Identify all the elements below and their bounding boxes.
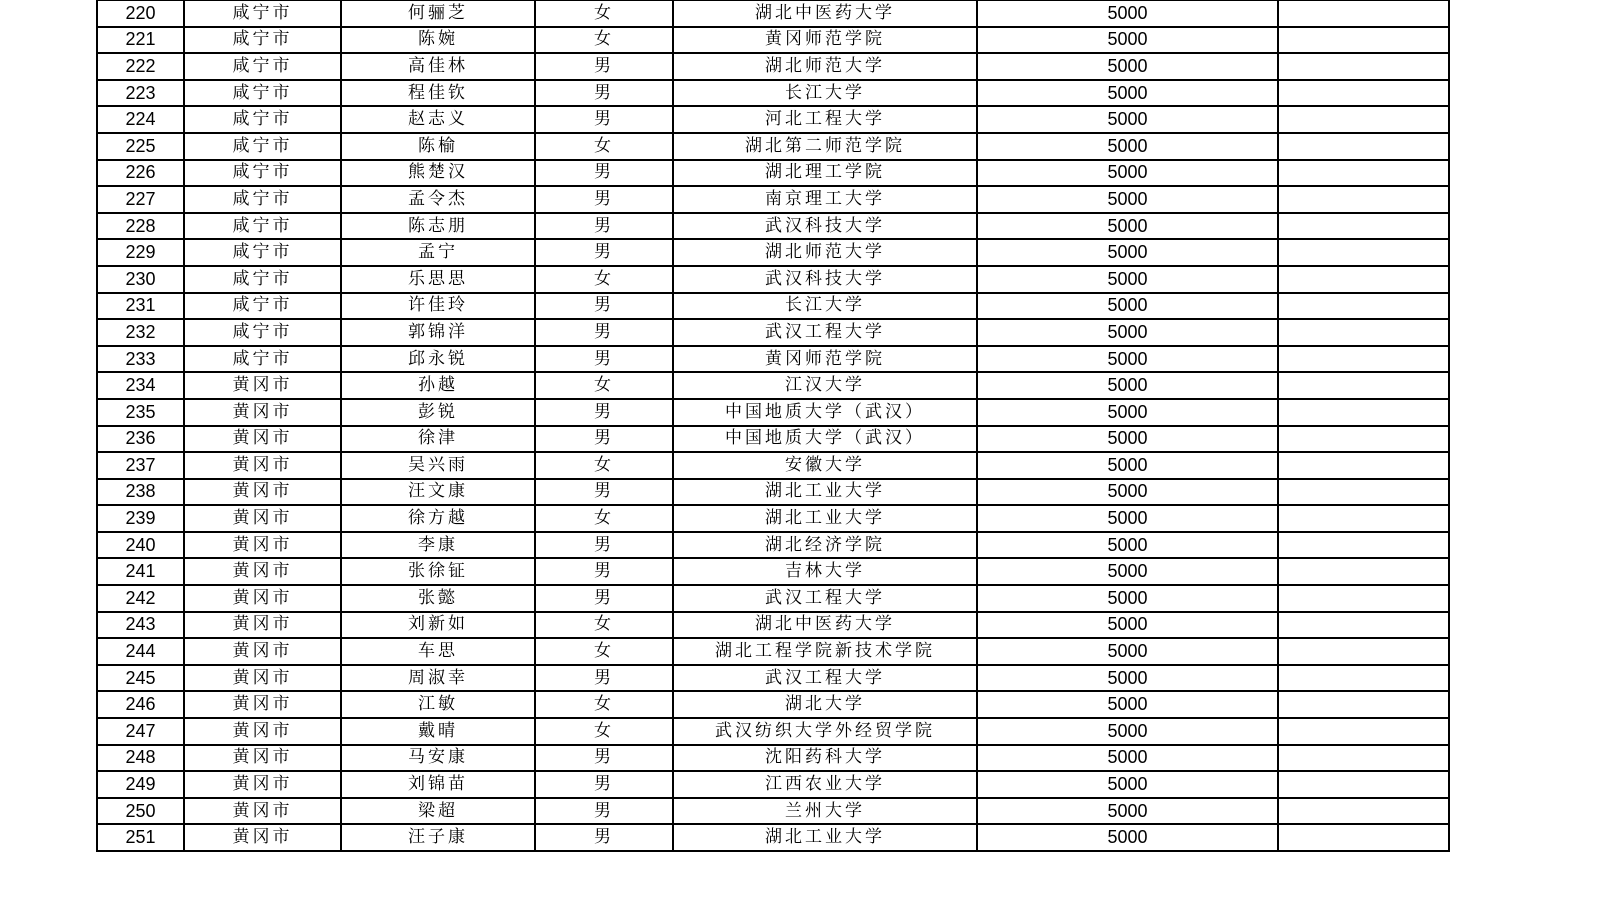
cell-note: [1278, 691, 1449, 718]
cell-note: [1278, 798, 1449, 825]
cell-school: 湖北经济学院: [673, 532, 977, 559]
cell-amount: 5000: [977, 266, 1278, 293]
cell-note: [1278, 505, 1449, 532]
cell-number: 221: [97, 27, 184, 54]
cell-city: 黄冈市: [184, 665, 341, 692]
cell-amount: 5000: [977, 745, 1278, 772]
cell-note: [1278, 293, 1449, 320]
cell-note: [1278, 0, 1449, 27]
table-row: [97, 80, 1449, 107]
cell-name: 张懿: [341, 585, 535, 612]
cell-note: [1278, 718, 1449, 745]
cell-city: 黄冈市: [184, 585, 341, 612]
cell-name: 汪文康: [341, 479, 535, 506]
cell-gender: 男: [535, 186, 673, 213]
cell-name: 陈婉: [341, 27, 535, 54]
cell-city: 黄冈市: [184, 691, 341, 718]
table-row: [97, 293, 1449, 320]
cell-name: 车思: [341, 638, 535, 665]
cell-city: 黄冈市: [184, 452, 341, 479]
cell-note: [1278, 638, 1449, 665]
cell-name: 徐方越: [341, 505, 535, 532]
cell-school: 沈阳药科大学: [673, 745, 977, 772]
cell-amount: 5000: [977, 426, 1278, 453]
cell-school: 湖北工业大学: [673, 479, 977, 506]
cell-name: 陈榆: [341, 133, 535, 160]
cell-amount: 5000: [977, 665, 1278, 692]
cell-number: 251: [97, 824, 184, 851]
cell-city: 黄冈市: [184, 745, 341, 772]
table-row: [97, 213, 1449, 240]
cell-city: 黄冈市: [184, 558, 341, 585]
cell-name: 彭锐: [341, 399, 535, 426]
cell-name: 程佳钦: [341, 80, 535, 107]
cell-name: 郭锦洋: [341, 319, 535, 346]
table-row: [97, 372, 1449, 399]
table-row: [97, 505, 1449, 532]
cell-name: 梁超: [341, 798, 535, 825]
cell-name: 孟宁: [341, 239, 535, 266]
cell-number: 232: [97, 319, 184, 346]
table-row: [97, 824, 1449, 851]
cell-number: 244: [97, 638, 184, 665]
cell-amount: 5000: [977, 691, 1278, 718]
cell-note: [1278, 160, 1449, 187]
table-row: [97, 745, 1449, 772]
cell-amount: 5000: [977, 532, 1278, 559]
cell-name: 汪子康: [341, 824, 535, 851]
cell-note: [1278, 319, 1449, 346]
cell-number: 223: [97, 80, 184, 107]
cell-amount: 5000: [977, 798, 1278, 825]
cell-amount: 5000: [977, 293, 1278, 320]
table-row: [97, 798, 1449, 825]
cell-amount: 5000: [977, 239, 1278, 266]
cell-city: 黄冈市: [184, 372, 341, 399]
cell-name: 乐思思: [341, 266, 535, 293]
cell-name: 何骊芝: [341, 0, 535, 27]
cell-school: 湖北第二师范学院: [673, 133, 977, 160]
cell-school: 湖北工程学院新技术学院: [673, 638, 977, 665]
cell-school: 中国地质大学（武汉）: [673, 399, 977, 426]
cell-note: [1278, 612, 1449, 639]
cell-name: 邱永锐: [341, 346, 535, 373]
cell-city: 黄冈市: [184, 612, 341, 639]
cell-city: 咸宁市: [184, 0, 341, 27]
cell-note: [1278, 133, 1449, 160]
cell-school: 湖北大学: [673, 691, 977, 718]
cell-note: [1278, 80, 1449, 107]
cell-amount: 5000: [977, 27, 1278, 54]
cell-gender: 男: [535, 53, 673, 80]
table-row: [97, 266, 1449, 293]
table-row: [97, 585, 1449, 612]
cell-amount: 5000: [977, 771, 1278, 798]
cell-number: 246: [97, 691, 184, 718]
cell-note: [1278, 372, 1449, 399]
cell-note: [1278, 186, 1449, 213]
cell-amount: 5000: [977, 452, 1278, 479]
cell-gender: 男: [535, 558, 673, 585]
cell-amount: 5000: [977, 186, 1278, 213]
cell-gender: 男: [535, 106, 673, 133]
roster-table: [96, 0, 1450, 852]
table-row: [97, 718, 1449, 745]
table-row: [97, 160, 1449, 187]
cell-school: 南京理工大学: [673, 186, 977, 213]
cell-number: 226: [97, 160, 184, 187]
cell-amount: 5000: [977, 585, 1278, 612]
table-row: [97, 612, 1449, 639]
cell-city: 黄冈市: [184, 718, 341, 745]
cell-amount: 5000: [977, 133, 1278, 160]
cell-gender: 男: [535, 293, 673, 320]
table-row: [97, 319, 1449, 346]
cell-name: 吴兴雨: [341, 452, 535, 479]
cell-city: 咸宁市: [184, 346, 341, 373]
table-row: [97, 426, 1449, 453]
table-row: [97, 638, 1449, 665]
cell-gender: 男: [535, 585, 673, 612]
cell-amount: 5000: [977, 372, 1278, 399]
cell-number: 231: [97, 293, 184, 320]
cell-note: [1278, 771, 1449, 798]
cell-school: 河北工程大学: [673, 106, 977, 133]
cell-city: 咸宁市: [184, 293, 341, 320]
table-row: [97, 53, 1449, 80]
cell-gender: 女: [535, 505, 673, 532]
table-row: [97, 558, 1449, 585]
cell-number: 234: [97, 372, 184, 399]
cell-school: 长江大学: [673, 80, 977, 107]
cell-note: [1278, 585, 1449, 612]
cell-school: 安徽大学: [673, 452, 977, 479]
cell-school: 武汉科技大学: [673, 266, 977, 293]
cell-school: 黄冈师范学院: [673, 346, 977, 373]
cell-school: 中国地质大学（武汉）: [673, 426, 977, 453]
cell-city: 咸宁市: [184, 239, 341, 266]
cell-gender: 男: [535, 771, 673, 798]
cell-gender: 女: [535, 372, 673, 399]
cell-name: 戴晴: [341, 718, 535, 745]
cell-note: [1278, 426, 1449, 453]
cell-name: 李康: [341, 532, 535, 559]
cell-city: 黄冈市: [184, 771, 341, 798]
cell-gender: 男: [535, 239, 673, 266]
cell-city: 咸宁市: [184, 186, 341, 213]
cell-number: 228: [97, 213, 184, 240]
cell-school: 吉林大学: [673, 558, 977, 585]
cell-gender: 男: [535, 213, 673, 240]
cell-amount: 5000: [977, 80, 1278, 107]
cell-school: 湖北工业大学: [673, 824, 977, 851]
cell-city: 黄冈市: [184, 399, 341, 426]
cell-gender: 男: [535, 824, 673, 851]
cell-city: 咸宁市: [184, 160, 341, 187]
cell-number: 242: [97, 585, 184, 612]
cell-number: 229: [97, 239, 184, 266]
cell-school: 湖北工业大学: [673, 505, 977, 532]
cell-city: 黄冈市: [184, 798, 341, 825]
table-row: [97, 771, 1449, 798]
cell-note: [1278, 532, 1449, 559]
cell-amount: 5000: [977, 479, 1278, 506]
cell-amount: 5000: [977, 160, 1278, 187]
table-row: [97, 27, 1449, 54]
cell-gender: 女: [535, 27, 673, 54]
cell-city: 咸宁市: [184, 80, 341, 107]
cell-school: 黄冈师范学院: [673, 27, 977, 54]
cell-gender: 男: [535, 426, 673, 453]
cell-number: 224: [97, 106, 184, 133]
table-row: [97, 106, 1449, 133]
cell-number: 241: [97, 558, 184, 585]
cell-name: 赵志义: [341, 106, 535, 133]
cell-number: 240: [97, 532, 184, 559]
cell-note: [1278, 665, 1449, 692]
cell-name: 许佳玲: [341, 293, 535, 320]
cell-gender: 女: [535, 266, 673, 293]
cell-amount: 5000: [977, 53, 1278, 80]
cell-amount: 5000: [977, 558, 1278, 585]
cell-note: [1278, 558, 1449, 585]
cell-city: 咸宁市: [184, 133, 341, 160]
cell-number: 225: [97, 133, 184, 160]
cell-city: 咸宁市: [184, 266, 341, 293]
cell-gender: 男: [535, 532, 673, 559]
cell-gender: 男: [535, 745, 673, 772]
cell-amount: 5000: [977, 612, 1278, 639]
cell-gender: 男: [535, 798, 673, 825]
cell-note: [1278, 266, 1449, 293]
cell-note: [1278, 399, 1449, 426]
table-row: [97, 186, 1449, 213]
cell-number: 227: [97, 186, 184, 213]
cell-school: 江西农业大学: [673, 771, 977, 798]
cell-note: [1278, 479, 1449, 506]
cell-school: 长江大学: [673, 293, 977, 320]
cell-number: 235: [97, 399, 184, 426]
cell-gender: 女: [535, 691, 673, 718]
table-row: [97, 0, 1449, 27]
cell-amount: 5000: [977, 505, 1278, 532]
cell-school: 兰州大学: [673, 798, 977, 825]
cell-amount: 5000: [977, 213, 1278, 240]
cell-city: 咸宁市: [184, 27, 341, 54]
cell-note: [1278, 106, 1449, 133]
cell-number: 249: [97, 771, 184, 798]
cell-city: 黄冈市: [184, 532, 341, 559]
cell-number: 238: [97, 479, 184, 506]
cell-name: 张徐钲: [341, 558, 535, 585]
cell-amount: 5000: [977, 718, 1278, 745]
cell-name: 江敏: [341, 691, 535, 718]
cell-number: 237: [97, 452, 184, 479]
cell-name: 陈志朋: [341, 213, 535, 240]
cell-note: [1278, 745, 1449, 772]
cell-name: 孟令杰: [341, 186, 535, 213]
cell-school: 武汉工程大学: [673, 665, 977, 692]
cell-school: 湖北师范大学: [673, 53, 977, 80]
cell-amount: 5000: [977, 106, 1278, 133]
cell-school: 武汉科技大学: [673, 213, 977, 240]
cell-gender: 女: [535, 718, 673, 745]
cell-amount: 5000: [977, 824, 1278, 851]
table-row: [97, 239, 1449, 266]
cell-school: 武汉工程大学: [673, 319, 977, 346]
cell-number: 236: [97, 426, 184, 453]
cell-gender: 男: [535, 319, 673, 346]
cell-number: 250: [97, 798, 184, 825]
cell-gender: 男: [535, 160, 673, 187]
roster-body: [97, 0, 1449, 851]
cell-number: 222: [97, 53, 184, 80]
cell-amount: 5000: [977, 346, 1278, 373]
cell-number: 245: [97, 665, 184, 692]
cell-gender: 女: [535, 612, 673, 639]
cell-amount: 5000: [977, 399, 1278, 426]
cell-note: [1278, 53, 1449, 80]
roster-table-container: [96, 0, 1450, 852]
cell-city: 咸宁市: [184, 53, 341, 80]
cell-city: 黄冈市: [184, 824, 341, 851]
cell-number: 233: [97, 346, 184, 373]
table-row: [97, 133, 1449, 160]
cell-school: 湖北师范大学: [673, 239, 977, 266]
cell-note: [1278, 824, 1449, 851]
cell-gender: 女: [535, 452, 673, 479]
cell-name: 孙越: [341, 372, 535, 399]
table-row: [97, 399, 1449, 426]
cell-note: [1278, 27, 1449, 54]
cell-note: [1278, 346, 1449, 373]
table-row: [97, 346, 1449, 373]
cell-name: 马安康: [341, 745, 535, 772]
cell-name: 刘锦苗: [341, 771, 535, 798]
cell-gender: 男: [535, 399, 673, 426]
cell-gender: 男: [535, 665, 673, 692]
cell-amount: 5000: [977, 638, 1278, 665]
cell-amount: 5000: [977, 319, 1278, 346]
cell-amount: 5000: [977, 0, 1278, 27]
cell-number: 239: [97, 505, 184, 532]
cell-gender: 女: [535, 0, 673, 27]
cell-city: 黄冈市: [184, 479, 341, 506]
cell-gender: 男: [535, 346, 673, 373]
table-row: [97, 665, 1449, 692]
cell-gender: 女: [535, 638, 673, 665]
cell-number: 248: [97, 745, 184, 772]
cell-city: 黄冈市: [184, 638, 341, 665]
cell-name: 周淑幸: [341, 665, 535, 692]
cell-school: 武汉纺织大学外经贸学院: [673, 718, 977, 745]
cell-number: 247: [97, 718, 184, 745]
cell-number: 243: [97, 612, 184, 639]
table-row: [97, 452, 1449, 479]
cell-name: 徐津: [341, 426, 535, 453]
cell-name: 熊楚汉: [341, 160, 535, 187]
cell-school: 湖北中医药大学: [673, 0, 977, 27]
cell-name: 高佳林: [341, 53, 535, 80]
table-row: [97, 532, 1449, 559]
cell-city: 黄冈市: [184, 505, 341, 532]
cell-school: 武汉工程大学: [673, 585, 977, 612]
cell-city: 咸宁市: [184, 319, 341, 346]
cell-number: 220: [97, 0, 184, 27]
cell-gender: 男: [535, 80, 673, 107]
cell-city: 咸宁市: [184, 106, 341, 133]
table-row: [97, 479, 1449, 506]
cell-number: 230: [97, 266, 184, 293]
table-row: [97, 691, 1449, 718]
cell-note: [1278, 239, 1449, 266]
cell-gender: 男: [535, 479, 673, 506]
cell-school: 湖北理工学院: [673, 160, 977, 187]
cell-city: 黄冈市: [184, 426, 341, 453]
cell-note: [1278, 452, 1449, 479]
cell-school: 湖北中医药大学: [673, 612, 977, 639]
cell-name: 刘新如: [341, 612, 535, 639]
cell-note: [1278, 213, 1449, 240]
cell-city: 咸宁市: [184, 213, 341, 240]
cell-gender: 女: [535, 133, 673, 160]
cell-school: 江汉大学: [673, 372, 977, 399]
